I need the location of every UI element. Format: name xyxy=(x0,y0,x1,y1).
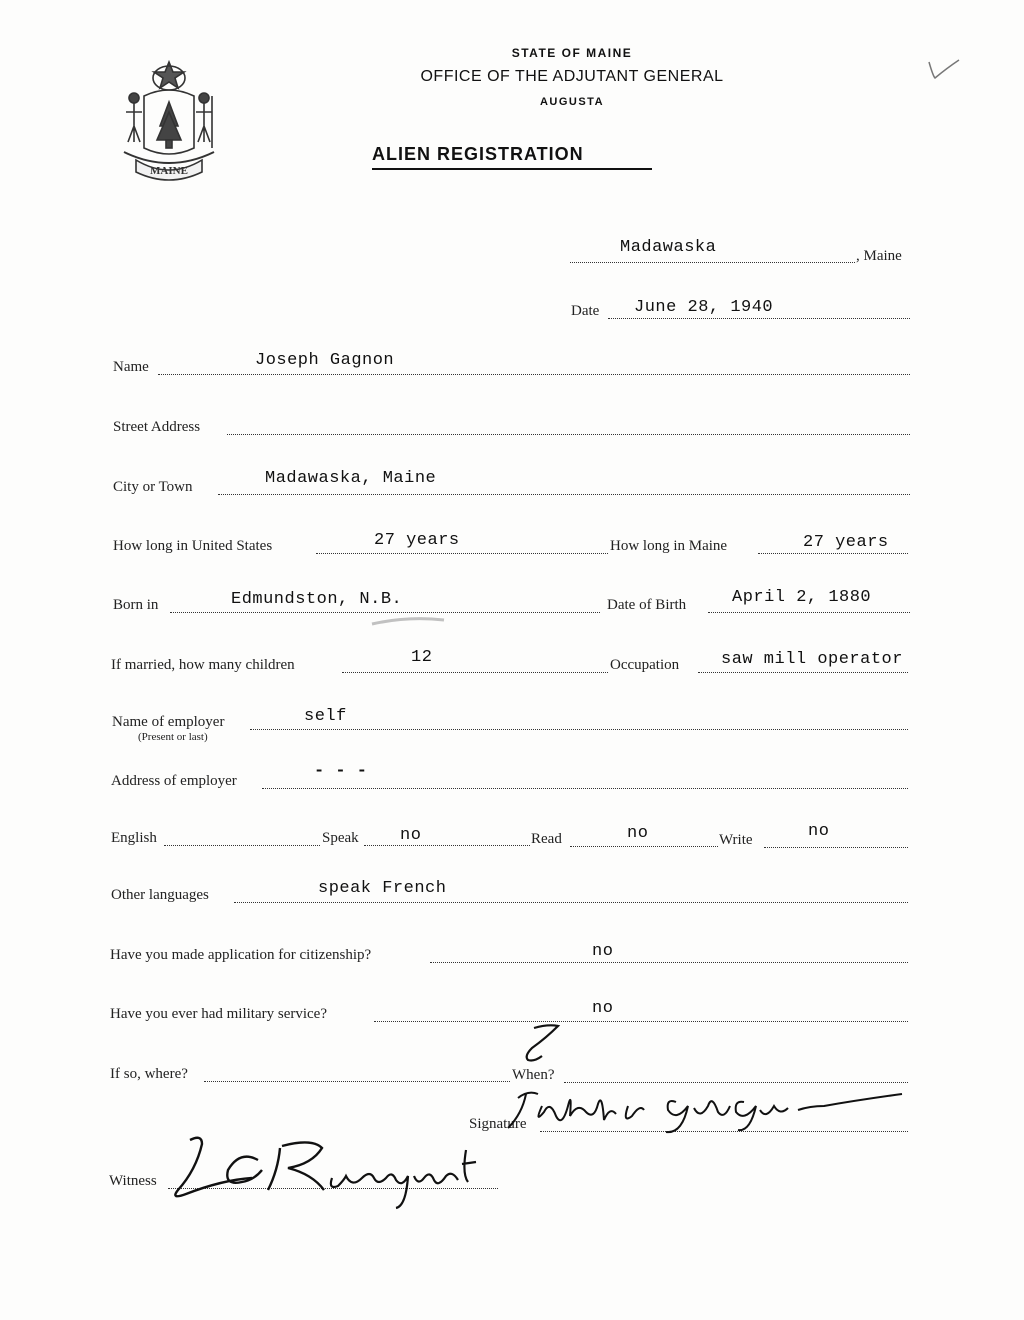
children-label: If married, how many children xyxy=(111,657,295,673)
header-office: OFFICE OF THE ADJUTANT GENERAL xyxy=(420,68,724,85)
other-languages-value: speak French xyxy=(318,879,447,898)
employer-name-line xyxy=(250,729,908,730)
born-in-label: Born in xyxy=(113,597,159,613)
witness-label: Witness xyxy=(109,1173,157,1189)
city-or-town-line xyxy=(218,494,910,495)
date-value: June 28, 1940 xyxy=(634,298,774,317)
english-speak-value: no xyxy=(400,826,422,845)
born-in-line xyxy=(170,612,600,613)
english-speak-line xyxy=(364,845,530,846)
citizenship-value: no xyxy=(592,942,614,961)
applicant-signature-icon xyxy=(498,1076,908,1136)
english-read-label: Read xyxy=(531,831,562,847)
header-city: AUGUSTA xyxy=(539,96,605,108)
when-label: When? xyxy=(512,1067,555,1083)
english-label: English xyxy=(111,830,157,846)
born-in-value: Edmundston, N.B. xyxy=(231,590,403,609)
other-languages-label: Other languages xyxy=(111,887,209,903)
employer-address-value: - - - xyxy=(314,762,368,781)
how-long-us-line xyxy=(316,553,608,554)
city-or-town-value: Madawaska, Maine xyxy=(265,469,437,488)
town-value: Madawaska xyxy=(620,238,717,257)
citizenship-label: Have you made application for citizenship? xyxy=(110,947,372,963)
date-of-birth-value: April 2, 1880 xyxy=(732,588,872,607)
town-suffix: , Maine xyxy=(856,248,902,264)
military-line xyxy=(374,1021,908,1022)
citizenship-line xyxy=(430,962,908,963)
other-languages-line xyxy=(234,902,908,903)
header-state: STATE OF MAINE xyxy=(511,46,633,60)
employer-name-sublabel: (Present or last) xyxy=(138,731,208,743)
if-so-where-line xyxy=(204,1081,510,1082)
english-read-value: no xyxy=(627,824,649,843)
handwritten-mark-icon xyxy=(512,1022,568,1066)
children-value: 12 xyxy=(411,648,433,667)
military-label: Have you ever had military service? xyxy=(110,1006,327,1022)
military-value: no xyxy=(592,999,614,1018)
name-value: Joseph Gagnon xyxy=(255,351,395,370)
how-long-us-label: How long in United States xyxy=(113,538,273,554)
street-address-label: Street Address xyxy=(113,419,201,435)
how-long-maine-label: How long in Maine xyxy=(610,538,728,554)
how-long-us-value: 27 years xyxy=(374,531,460,550)
date-line xyxy=(608,318,910,319)
name-label: Name xyxy=(113,359,149,375)
ink-smudge-icon xyxy=(368,614,448,630)
employer-name-label: Name of employer xyxy=(112,714,225,730)
form-title: ALIEN REGISTRATION xyxy=(372,144,652,170)
english-speak-label: Speak xyxy=(322,830,359,846)
employer-name-value: self xyxy=(304,707,347,726)
occupation-value: saw mill operator xyxy=(721,650,903,669)
english-write-value: no xyxy=(808,822,830,841)
name-line xyxy=(158,374,910,375)
street-address-line xyxy=(227,434,910,435)
employer-address-label: Address of employer xyxy=(111,773,237,789)
occupation-label: Occupation xyxy=(610,657,680,673)
english-read-line xyxy=(570,846,718,847)
date-label: Date xyxy=(571,303,600,319)
date-of-birth-line xyxy=(708,612,910,613)
date-of-birth-label: Date of Birth xyxy=(607,597,687,613)
town-line xyxy=(570,262,855,263)
witness-signature-icon xyxy=(162,1130,502,1210)
english-write-label: Write xyxy=(719,832,753,848)
city-or-town-label: City or Town xyxy=(113,479,193,495)
english-line xyxy=(164,845,320,846)
seal-text: MAINE xyxy=(150,165,188,177)
signature-label: Signature xyxy=(469,1116,527,1132)
employer-address-line xyxy=(262,788,908,789)
how-long-maine-line xyxy=(758,553,908,554)
occupation-line xyxy=(698,672,908,673)
how-long-maine-value: 27 years xyxy=(803,533,889,552)
children-line xyxy=(342,672,608,673)
english-write-line xyxy=(764,847,908,848)
if-so-where-label: If so, where? xyxy=(110,1066,188,1082)
